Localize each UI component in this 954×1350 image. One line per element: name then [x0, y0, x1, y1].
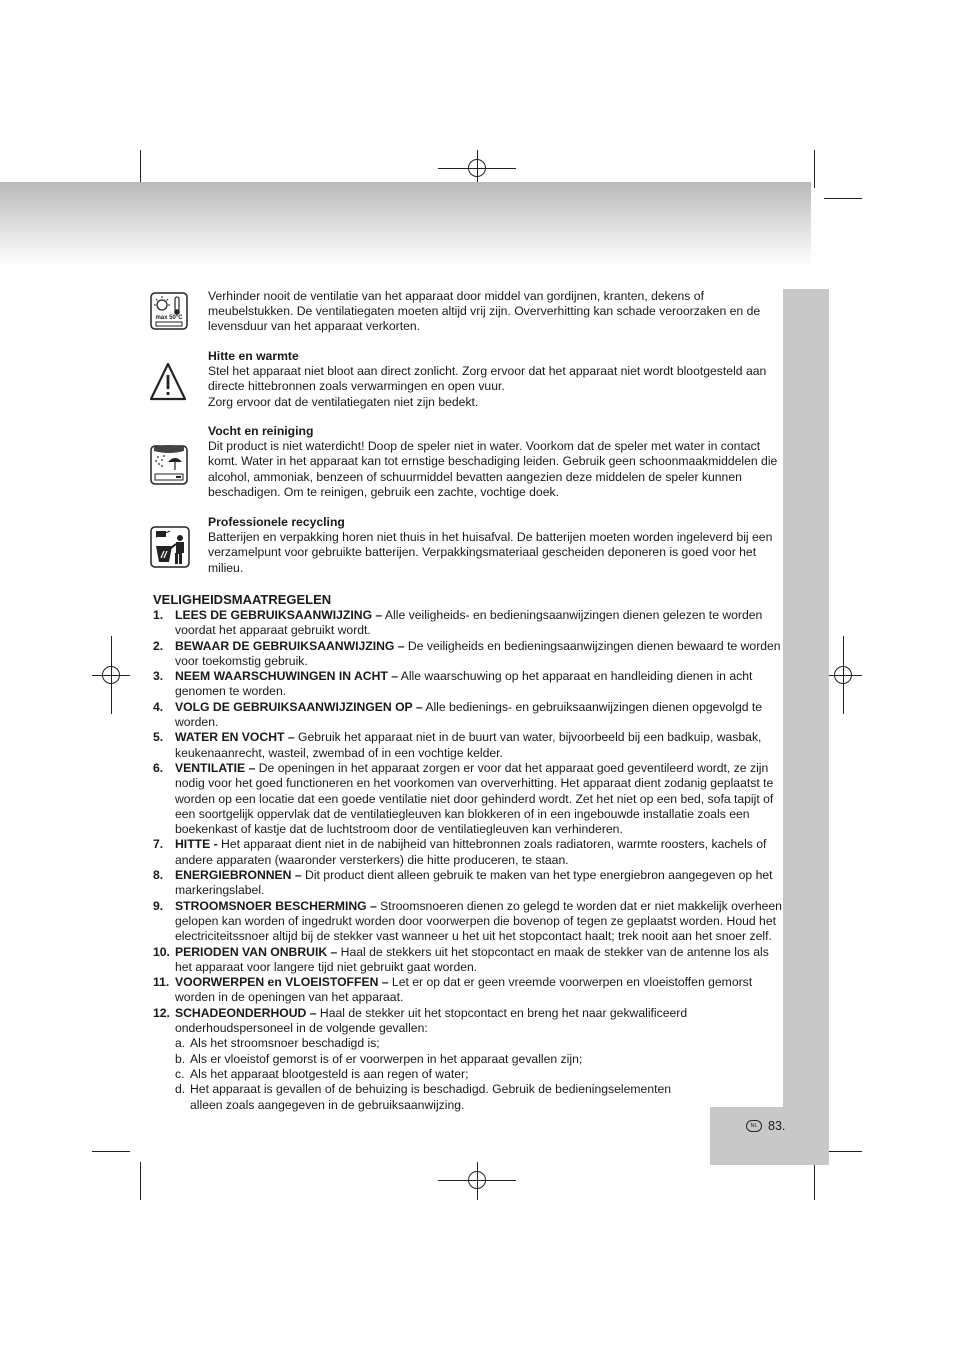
block-text: Stel het apparaat niet bloot aan direct zonlicht. Zorg ervoor dat het apparaat niet wordt blootgesteld aan directe hittebronnen zoals verwarmingen en open vuur. [208, 364, 767, 394]
item-title: LEES DE GEBRUIKSAANWIJZING – [175, 608, 383, 622]
sub-list [175, 1036, 783, 1112]
item-text: Stroomsnoeren dienen zo gelegd te worden dat er niet makkelijk overheen gelopen kan worden of ingedrukt worden door voorwerpen die bovenop of tegen ze geplaatst worden. Houd het electriciteitssnoer altijd bij de stekker vast wanneer u het uit het stopcontact haalt; trek nooit aan het snoer zelf. [175, 898, 782, 944]
page-number-box [710, 1107, 829, 1165]
sub-item-text: Het apparaat is gevallen of de behuizing is beschadigd. Gebruik de bedieningselementen alleen zoals aangegeven in de gebruiksaanwijzing. [190, 1082, 672, 1112]
block-text: Batterijen en verpakking horen niet thuis in het huisafval. De batterijen moeten worden ingeleverd bij een verzamelpunt voor gebruikte batterijen. Verpakkingsmateriaal gescheiden deponeren is goed voor het milieu. [208, 530, 773, 575]
sub-item-text: Als het stroomsnoer beschadigd is; [190, 1036, 380, 1051]
block-heading: Professionele recycling [208, 515, 345, 529]
language-badge: NL [746, 1120, 762, 1132]
item-title: WATER EN VOCHT – [175, 730, 295, 745]
item-text: Haal de stekkers uit het stopcontact en maak de stekker van de antenne los als het apparaat voor langere tijd niet gebruikt gaat worden. [175, 944, 769, 974]
warning-triangle-icon [149, 362, 187, 400]
rain-umbrella-icon [150, 445, 188, 483]
sub-item-text: Als er vloeistof gemorst is of er voorwerpen in het apparaat gevallen zijn; [190, 1051, 583, 1066]
item-title: VENTILATIE – [175, 760, 256, 775]
item-number: 5. [153, 730, 164, 745]
item-number: 7. [153, 837, 164, 852]
item-number: 2. [153, 638, 164, 653]
item-number: 10. [153, 944, 170, 959]
heat-block [208, 349, 780, 410]
list-item [153, 608, 783, 639]
thermometer-max50-icon [150, 292, 188, 330]
item-number: 3. [153, 669, 164, 684]
item-title: HITTE - [175, 837, 218, 852]
sub-item-letter: c. [175, 1066, 185, 1081]
block-text: Verhinder nooit de ventilatie van het apparaat door middel van gordijnen, kranten, dekens of meubelstukken. De ventilatiegaten moeten altijd vrij zijn. Oververhitting kan schade veroorzaken en de levensduur van het apparaat verkorten. [208, 289, 761, 334]
item-text: De veiligheids en bedieningsaanwijzingen dienen bewaard te worden voor toekomstig gebruik. [175, 638, 781, 668]
item-number: 8. [153, 868, 164, 883]
sub-list-item [175, 1067, 783, 1082]
sub-list-item [175, 1082, 783, 1113]
list-item [153, 761, 783, 837]
item-title: STROOMSNOER BESCHERMING – [175, 898, 377, 913]
item-number: 12. [153, 1005, 170, 1020]
block-text: Zorg ervoor dat de ventilatiegaten niet zijn bedekt. [208, 394, 479, 409]
list-item [153, 639, 783, 670]
item-title: SCHADEONDERHOUD – [175, 1005, 317, 1020]
page-number-text: 83. [768, 1119, 786, 1133]
item-number: 1. [153, 608, 164, 622]
list-item [153, 945, 783, 976]
item-number: 4. [153, 699, 164, 714]
header-gradient-band [0, 182, 811, 267]
safety-list [153, 608, 783, 1113]
ventilation-block [208, 289, 780, 335]
recycling-bin-icon [150, 526, 188, 564]
block-text: Dit product is niet waterdicht! Doop de speler niet in water. Voorkom dat de speler met water in contact komt. Water in het apparaat kan tot ernstige beschadiging leiden. Gebruik geen schoonmaakmiddelen die alcohol, ammoniak, benzeen of schuurmiddel bevatten aangezien deze middelen de speler kunnen beschadigen. Om te reinigen, gebruik een zachte, vochtige doek. [208, 439, 778, 499]
block-heading: Hitte en warmte [208, 349, 299, 363]
list-item [153, 837, 783, 868]
item-title: NEEM WAARSCHUWINGEN IN ACHT – [175, 669, 398, 684]
block-heading: Vocht en reiniging [208, 424, 314, 438]
moisture-block [208, 424, 780, 500]
item-number: 6. [153, 760, 164, 775]
side-tab-bar [783, 289, 829, 1107]
item-text: Gebruik het apparaat niet in de buurt van water, bijvoorbeeld bij een badkuip, wasbak, keukenaanrecht, wasteil, zwembad of in een vochtige kelder. [175, 730, 762, 760]
item-title: VOLG DE GEBRUIKSAANWIJZINGEN OP – [175, 699, 423, 714]
list-item [153, 1006, 783, 1113]
item-text: Haal de stekker uit het stopcontact en breng het naar gekwalificeerd onderhoudspersoneel in de volgende gevallen: [175, 1005, 688, 1036]
list-item [153, 975, 783, 1006]
list-item [153, 669, 783, 700]
sub-item-letter: d. [175, 1082, 186, 1097]
item-title: PERIODEN VAN ONBRUIK – [175, 944, 338, 959]
page-number [746, 1119, 785, 1133]
list-item [153, 700, 783, 731]
item-title: BEWAAR DE GEBRUIKSAANWIJZING – [175, 638, 405, 653]
sub-item-letter: a. [175, 1036, 186, 1051]
sub-item-letter: b. [175, 1051, 186, 1066]
sub-item-text: Als het apparaat blootgesteld is aan regen of water; [190, 1066, 469, 1081]
list-item [153, 899, 783, 945]
item-text: Alle waarschuwing op het apparaat en handleiding dienen in acht genomen te worden. [175, 669, 753, 699]
list-item [153, 730, 783, 761]
item-text: Alle bedienings- en gebruiksaanwijzingen dienen opgevolgd te worden. [175, 699, 763, 730]
list-item [153, 868, 783, 899]
item-text: Alle veiligheids- en bedieningsaanwijzingen dienen gelezen te worden voordat het apparaat gebruikt wordt. [175, 608, 763, 638]
recycling-block [208, 515, 780, 576]
item-text: Let er op dat er geen vreemde voorwerpen en vloeistoffen gemorst worden in de openingen van het apparaat. [175, 975, 753, 1005]
item-text: Dit product dient alleen gebruik te maken van het type energiebron aangegeven op het markeringslabel. [175, 868, 773, 898]
sub-list-item [175, 1036, 783, 1051]
sub-list-item [175, 1052, 783, 1067]
svg-text:max 50°C: max 50°C [155, 315, 183, 321]
item-number: 9. [153, 898, 164, 913]
item-title: ENERGIEBRONNEN – [175, 868, 302, 883]
item-text: De openingen in het apparaat zorgen er voor dat het apparaat goed geventileerd wordt, ze zijn nodig voor het goed functioneren en het voorkomen van oververhitting. Het apparaat dient zodanig geplaatst te worden op een locatie dat een goede ventilatie niet door gehinderd wordt. Zet het niet op een bed, sofa tapijt of een soortgelijk oppervlak dat de ventilatiegleuven kan blokkeren of in een ingebouwde installatie zoals een boekenkast of kastje dat de luchtstroom door de ventilatiegleuven kan verhinderen. [175, 760, 774, 837]
item-number: 11. [153, 975, 170, 990]
section-title: VELIGHEIDSMAATREGELEN [153, 592, 332, 607]
item-text: Het apparaat dient niet in de nabijheid van hittebronnen zoals radiatoren, warmte roosters, kachels of andere apparaten (waaronder versterkers) die hitte produceren, te staan. [175, 837, 767, 867]
item-title: VOORWERPEN en VLOEISTOFFEN – [175, 975, 389, 990]
